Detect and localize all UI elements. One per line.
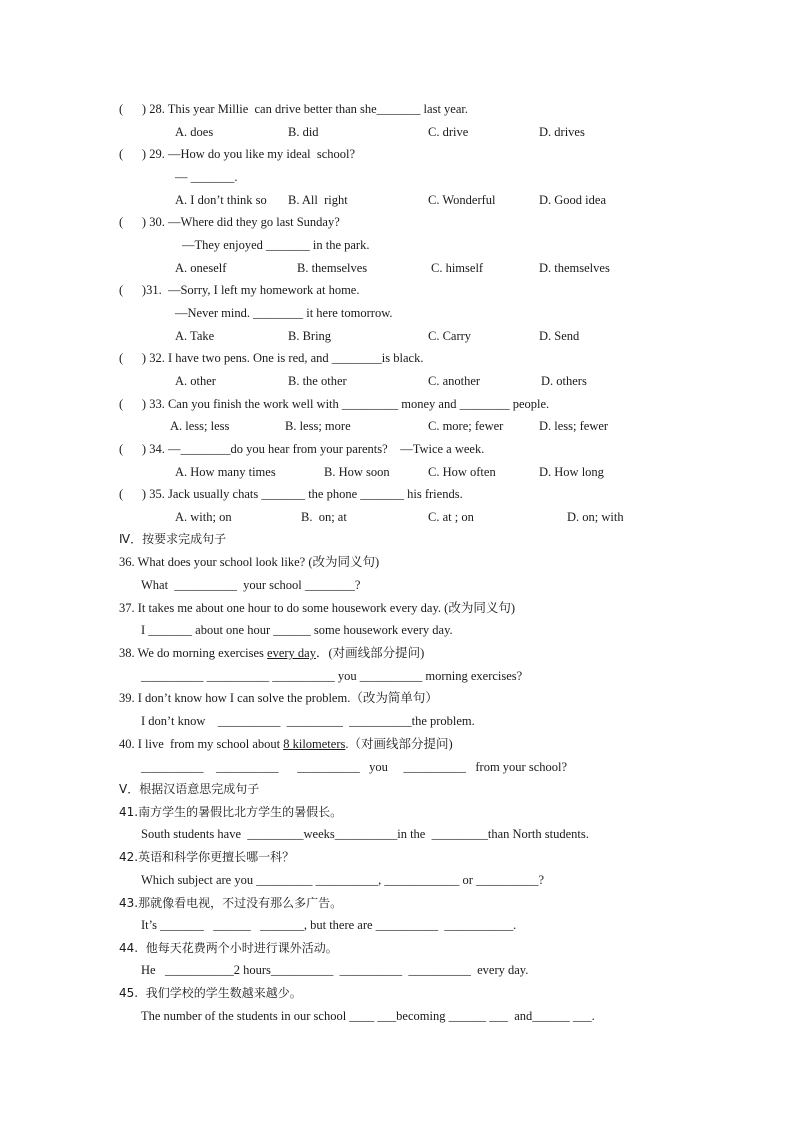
question-29-reply: — _______. — [175, 170, 238, 184]
answer-36: What __________ your school ________? — [141, 578, 361, 592]
question-28: ( ) 28. This year Millie can drive better than she_______ last year. — [119, 102, 468, 116]
answer-42: Which subject are you _________ __________, ____________ or __________? — [141, 873, 545, 887]
question-44-chinese: 44. 他每天花费两个小时进行课外活动。 — [119, 941, 338, 955]
question-39: 39. I don’t know how I can solve the problem.（改为简单句） — [119, 691, 438, 705]
option-34-b: B. How soon — [324, 465, 390, 479]
answer-37: I _______ about one hour ______ some housework every day. — [141, 623, 453, 637]
question-40 — [119, 736, 453, 752]
option-33-b: B. less; more — [285, 419, 351, 433]
option-33-c: C. more; fewer — [428, 419, 504, 433]
option-31-b: B. Bring — [288, 329, 332, 343]
section-4-title: Ⅳ．按要求完成句子 — [119, 532, 227, 546]
question-38 — [119, 645, 424, 661]
option-33-a: A. less; less — [170, 419, 230, 433]
option-33-d: D. less; fewer — [539, 419, 609, 433]
underlined-phrase-40: 8 kilometers — [283, 737, 346, 751]
option-34-c: C. How often — [428, 465, 496, 479]
question-31: ( )31. —Sorry, I left my homework at home. — [119, 283, 360, 297]
option-30-b: B. themselves — [297, 261, 368, 275]
question-38-instruction: ．(对画线部分提问) — [315, 646, 425, 660]
section-5-title: Ⅴ．根据汉语意思完成句子 — [119, 782, 260, 796]
underlined-phrase-38: every day — [267, 646, 316, 660]
option-32-b: B. the other — [288, 374, 347, 388]
option-35-d: D. on; with — [567, 510, 624, 524]
option-31-c: C. Carry — [428, 329, 472, 343]
question-36: 36. What does your school look like? (改为同义句) — [119, 555, 380, 569]
option-32-d: D. others — [541, 374, 587, 388]
option-35-b: B. on; at — [301, 510, 347, 524]
question-43-chinese: 43.那就像看电视，不过没有那么多广告。 — [119, 896, 343, 910]
question-32: ( ) 32. I have two pens. One is red, and ________is black. — [119, 351, 424, 365]
answer-41: South students have _________weeks__________in the _________than North students. — [141, 827, 589, 841]
option-28-d: D. drives — [539, 125, 585, 139]
option-29-a: A. I don’t think so — [175, 193, 267, 207]
question-45-chinese: 45. 我们学校的学生数越来越少。 — [119, 986, 302, 1000]
option-34-a: A. How many times — [175, 465, 276, 479]
question-31-reply: —Never mind. ________ it here tomorrow. — [175, 306, 393, 320]
option-32-c: C. another — [428, 374, 481, 388]
question-37: 37. It takes me about one hour to do some housework every day. (改为同义句) — [119, 601, 515, 615]
option-34-d: D. How long — [539, 465, 604, 479]
answer-38: __________ __________ __________ you __________ morning exercises? — [141, 669, 523, 683]
question-40-text: 40. I live from my school about — [119, 737, 284, 751]
option-32-a: A. other — [175, 374, 216, 388]
question-35: ( ) 35. Jack usually chats _______ the phone _______ his friends. — [119, 487, 463, 501]
option-30-a: A. oneself — [175, 261, 227, 275]
option-31-a: A. Take — [175, 329, 215, 343]
option-30-c: C. himself — [431, 261, 484, 275]
option-28-c: C. drive — [428, 125, 469, 139]
option-35-c: C. at ; on — [428, 510, 474, 524]
answer-43: It’s _______ ______ _______, but there are __________ ___________. — [141, 918, 517, 932]
option-29-b: B. All right — [288, 193, 348, 207]
answer-40: __________ __________ __________ you __________ from your school? — [141, 760, 568, 774]
question-41-chinese: 41.南方学生的暑假比北方学生的暑假长。 — [119, 805, 343, 819]
option-31-d: D. Send — [539, 329, 580, 343]
option-29-c: C. Wonderful — [428, 193, 496, 207]
answer-45: The number of the students in our school ____ ___becoming ______ ___ and______ ___. — [141, 1009, 595, 1023]
option-28-a: A. does — [175, 125, 214, 139]
option-29-d: D. Good idea — [539, 193, 606, 207]
question-42-chinese: 42.英语和科学你更擅长哪一科？ — [119, 850, 295, 864]
answer-44: He ___________2 hours__________ __________ __________ every day. — [141, 963, 529, 977]
question-30: ( ) 30. —Where did they go last Sunday? — [119, 215, 340, 229]
question-30-reply: —They enjoyed _______ in the park. — [182, 238, 370, 252]
option-28-b: B. did — [288, 125, 319, 139]
question-33: ( ) 33. Can you finish the work well with _________ money and ________ people. — [119, 397, 550, 411]
answer-39: I don’t know __________ _________ __________the problem. — [141, 714, 475, 728]
option-35-a: A. with; on — [175, 510, 232, 524]
option-30-d: D. themselves — [539, 261, 610, 275]
question-38-text: 38. We do morning exercises — [119, 646, 268, 660]
question-34: ( ) 34. —________do you hear from your parents? —Twice a week. — [119, 442, 485, 456]
question-40-instruction: .（对画线部分提问) — [345, 737, 453, 751]
question-29: ( ) 29. —How do you like my ideal school? — [119, 147, 356, 161]
